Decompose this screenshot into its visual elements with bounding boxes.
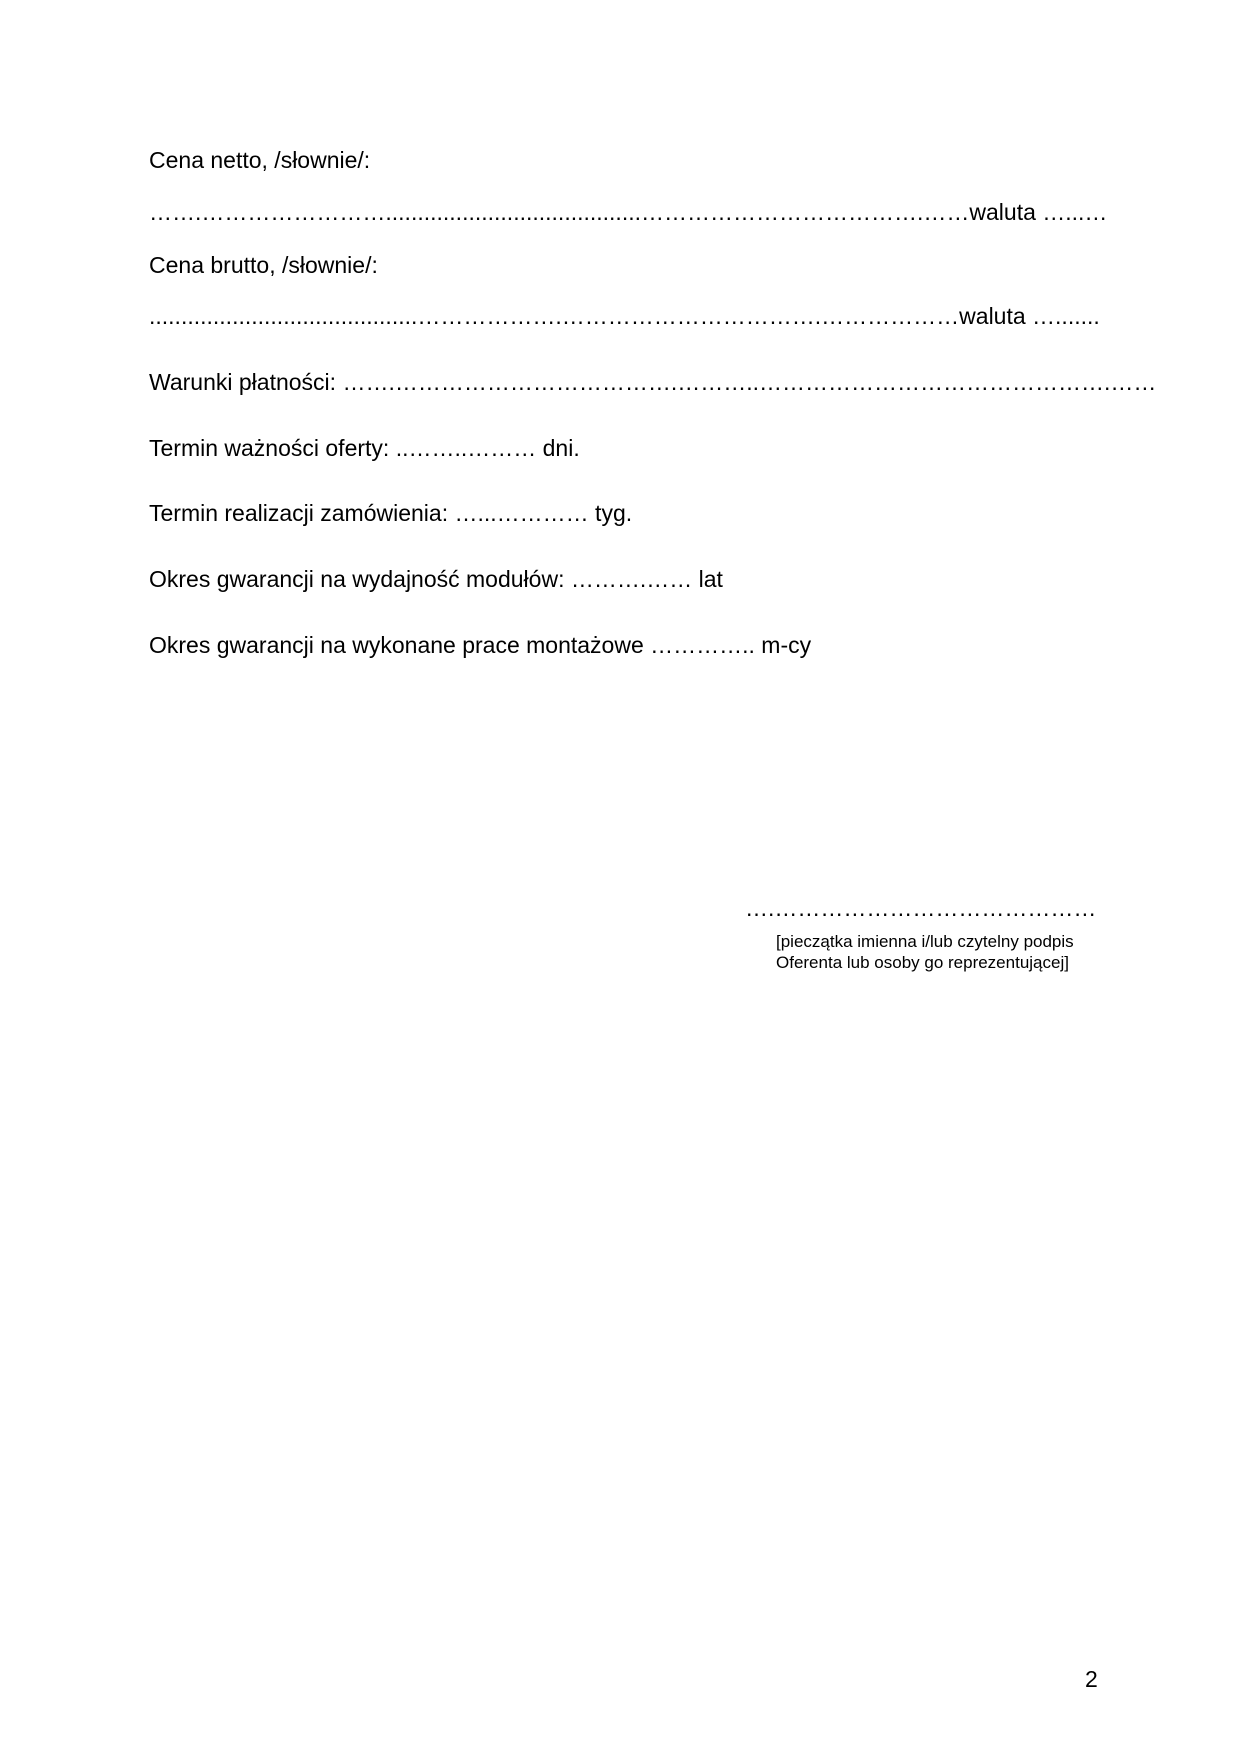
net-price-label: Cena netto, /słownie/:	[149, 147, 371, 173]
payment-terms-field[interactable]: Warunki płatności: …….……………………………….………..……………………………………….……	[149, 369, 1157, 395]
delivery-time-field[interactable]: Termin realizacji zamówienia: …...………… tyg.	[149, 500, 633, 526]
installation-warranty-field[interactable]: Okres gwarancji na wykonane prace montażowe ………….. m-cy	[149, 632, 812, 658]
page-number: 2	[1085, 1666, 1098, 1692]
net-price-field[interactable]: …….……………………........................................……………………………….……waluta …...…	[149, 199, 1108, 225]
gross-price-label: Cena brutto, /słownie/:	[149, 252, 378, 278]
module-warranty-field[interactable]: Okres gwarancji na wydajność modułów: ……….…… lat	[149, 566, 723, 592]
signature-caption-line-2: Oferenta lub osoby go reprezentującej]	[776, 953, 1069, 972]
offer-validity-field[interactable]: Termin ważności oferty: ..……..……… dni.	[149, 435, 580, 461]
signature-caption	[776, 931, 1074, 973]
signature-line[interactable]: ….……………………………………	[745, 895, 1097, 921]
signature-caption-line-1: [pieczątka imienna i/lub czytelny podpis	[776, 932, 1074, 951]
gross-price-field[interactable]: ..........................................……………….…………………………….………………waluta ….......	[149, 303, 1100, 329]
